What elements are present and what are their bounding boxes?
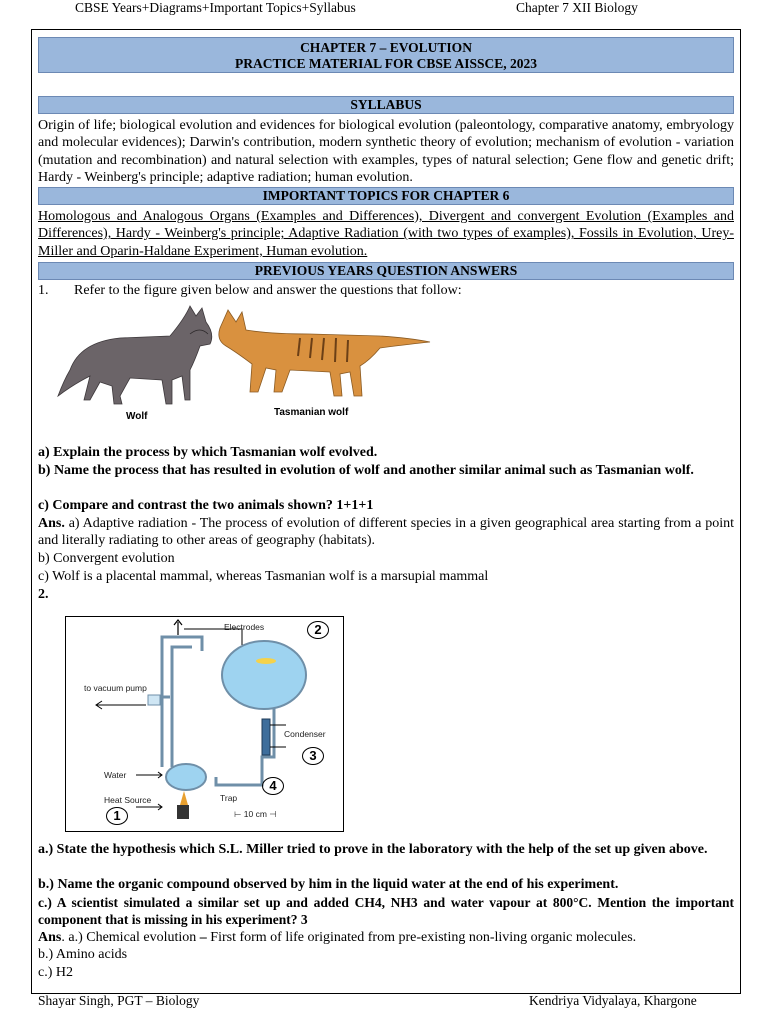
q1-part-a: a) Explain the process by which Tasmanian wolf evolved. [38, 445, 378, 460]
q2-answer-c: c.) H2 [38, 965, 73, 980]
tasmanian-wolf-label: Tasmanian wolf [274, 407, 349, 418]
heat-source-label: Heat Source [104, 795, 152, 805]
label-number-4: 4 [262, 777, 284, 795]
page-footer [0, 993, 768, 1013]
q1-part-c: c) Compare and contrast the two animals shown? 1+1+1 [38, 498, 374, 513]
left-tube [162, 637, 202, 767]
wolf-label: Wolf [126, 411, 148, 422]
q2-part-b: b.) Name the organic compound observed by him in the liquid water at the end of his experiment. [38, 877, 619, 892]
vacuum-tap [148, 695, 160, 705]
footer-author: Shayar Singh, PGT – Biology [38, 993, 200, 1008]
scale-label: ⊢ 10 cm ⊣ [234, 809, 277, 819]
miller-urey-apparatus-figure [65, 616, 344, 832]
condenser-label: Condenser [284, 729, 326, 739]
q1-ans-label: Ans. [38, 516, 65, 531]
label-number-2: 2 [307, 621, 329, 639]
q2-ans-a-rest: First form of life originated from pre-existing non-living organic molecules. [206, 930, 637, 945]
q1-prompt-line [38, 283, 462, 299]
condenser [262, 719, 270, 755]
q1-prompt: Refer to the figure given below and answer the questions that follow: [74, 283, 462, 298]
pyq-heading: PREVIOUS YEARS QUESTION ANSWERS [38, 262, 734, 280]
wolf-illustration [58, 306, 212, 404]
q1-ans-a-text: a) Adaptive radiation - The process of evolution of different species in a given geographical area starting from a point and literally radiating to other areas of geography (habitats). [38, 516, 734, 549]
trap-label: Trap [220, 793, 238, 803]
burner [177, 805, 189, 819]
tasmanian-wolf-illustration [219, 310, 430, 396]
q1-answer-c: c) Wolf is a placental mammal, whereas Tasmanian wolf is a marsupial mammal [38, 569, 489, 584]
wolf-figure-svg [50, 300, 440, 430]
q1-answer-b: b) Convergent evolution [38, 551, 175, 566]
important-topics-body: Homologous and Analogous Organs (Examples and Differences), Divergent and convergent Evolution (Examples and Differences), Hardy - Weinberg's principle; Adaptive Radiation (with two types of examples), Fossils in Evolution, Urey-Miller and Oparin-Haldane Experiment, Human evolution. [38, 209, 734, 259]
q2-answer-a [38, 929, 734, 946]
vacuum-pump-label: to vacuum pump [84, 683, 147, 693]
important-topics-heading: IMPORTANT TOPICS FOR CHAPTER 6 [38, 187, 734, 205]
q2-ans-label: Ans [38, 930, 62, 945]
q1-part-b: b) Name the process that has resulted in evolution of wolf and another similar animal such as Tasmanian wolf. [38, 463, 694, 478]
syllabus-heading: SYLLABUS [38, 96, 734, 114]
header-left-text: CBSE Years+Diagrams+Important Topics+Syllabus [75, 0, 356, 15]
syllabus-text: Origin of life; biological evolution and evidences for biological evolution (paleontology, comparative anatomy, embryology and molecular evidences); Darwin's contribution, modern synthetic theory of evolution; mechanism of evolution - variation (mutation and recombination) and natural selection with examples, types of natural selection; Gene flow and genetic drift; Hardy - Weinberg's principle; adaptive radiation; human evolution. [38, 118, 734, 186]
q2-part-a: a.) State the hypothesis which S.L. Miller tried to prove in the laboratory with the help of the set up given above. [38, 842, 708, 857]
running-header [0, 0, 768, 20]
wolf-comparison-figure [50, 300, 440, 430]
important-topics-text [38, 208, 734, 260]
water-label: Water [104, 770, 127, 780]
electrodes-label: Electrodes [224, 622, 265, 632]
q1-answer-a [38, 515, 734, 550]
footer-school: Kendriya Vidyalaya, Khargone [529, 993, 697, 1008]
spark-flask [222, 641, 306, 709]
q2-ans-a-prefix: . a.) Chemical evolution [61, 930, 200, 945]
q2-number: 2. [38, 587, 49, 602]
q2-ans-a-dash: – [199, 930, 207, 945]
q2-part-c: c.) A scientist simulated a similar set up and added CH4, NH3 and water vapour at 800°C. Mention the important component that is missing in his experiment? 3 [38, 895, 734, 928]
header-right-text: Chapter 7 XII Biology [516, 0, 638, 15]
chapter-title: CHAPTER 7 – EVOLUTION [300, 40, 472, 55]
spark [256, 658, 276, 664]
chapter-subtitle: PRACTICE MATERIAL FOR CBSE AISSCE, 2023 [234, 56, 538, 71]
q1-number: 1. [38, 283, 49, 298]
label-number-3: 3 [302, 747, 324, 765]
flame [180, 791, 188, 805]
title-band [38, 37, 734, 73]
label-number-1: 1 [106, 807, 128, 825]
q2-answer-b: b.) Amino acids [38, 947, 128, 962]
boiling-flask [166, 764, 206, 790]
